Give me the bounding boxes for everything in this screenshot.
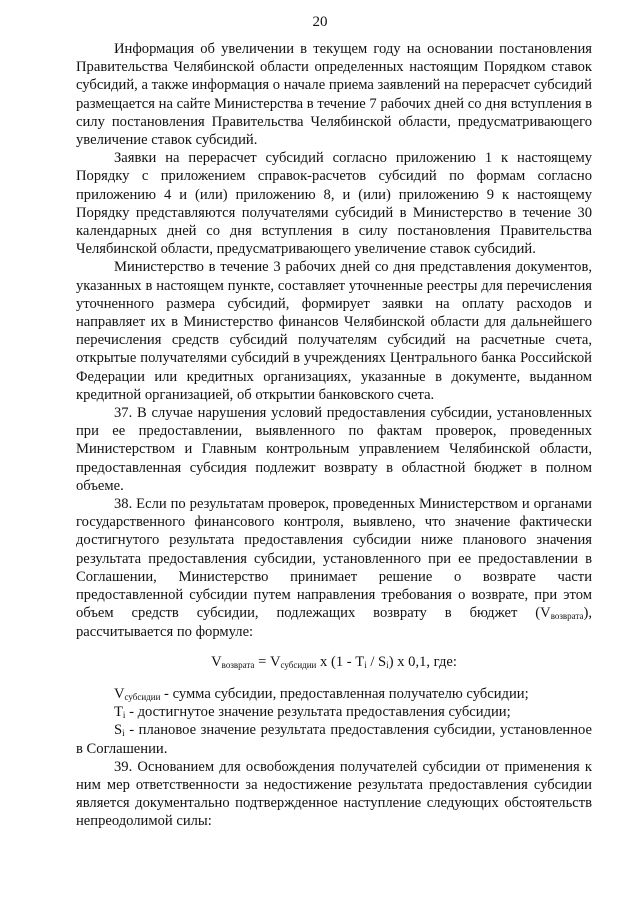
formula-subsidy-sub: субсидии [280, 659, 317, 670]
clause-38-tail: ), рассчитывается по формуле: [76, 605, 592, 640]
definition-planned [76, 721, 592, 757]
definition-achieved [76, 703, 592, 721]
definition-planned-text: - плановое значение результата предоставления субсидии, установленное в Соглашении. [76, 722, 592, 757]
definition-achieved-text: - достигнутое значение результата предоставления субсидии; [125, 704, 511, 721]
paragraph-clause-37: 37. В случае нарушения условий предоставления субсидии, установленных при ее предоставлении, выявленного по фактам проверок, проведенных Министерством и Главным контрольным управлением Челябинской области, предоставленная субсидия подлежит возврату в областной бюджет в полном объеме. [76, 405, 592, 494]
definition-subsidy [76, 685, 592, 703]
formula-v: V [211, 653, 222, 670]
formula [76, 653, 592, 671]
paragraph-clause-38 [76, 495, 592, 641]
paragraph-ministry-registers: Министерство в течение 3 рабочих дней со дня представления документов, указанных в настоящем пункте, составляет уточненные реестры для перечисления уточненного размера субсидий, формирует заявки на оплату расходов и направляет их в Министерство финансов Челябинской области для дальнейшего перечисления средств субсидий получателям субсидий на расчетные счета, открытые получателями субсидий в учреждениях Центрального банка Российской Федерации или кредитных организациях, указанные в документе, выданном кредитной организацией, об открытии банковского счета. [76, 259, 592, 403]
paragraph-recalc-applications: Заявки на перерасчет субсидий согласно приложению 1 к настоящему Порядку с приложением справок-расчетов субсидий по формам согласно приложению 4 и (или) приложению 8, и (или) приложению 9 к настоящему Порядку представляются получателями субсидий в Министерство в течение 30 календарных дней со дня вступления в силу постановления Правительства Челябинской области, предусматривающего увеличение ставок субсидий. [76, 150, 592, 258]
paragraph-info-increase: Информация об увеличении в текущем году на основании постановления Правительства Челябинской области определенных настоящим Порядком ставок субсидий, а также информация о начале приема заявлений на перерасчет субсидий размещается на сайте Министерства в течение 7 рабочих дней со дня вступления в силу постановления Правительства Челябинской области, предусматривающего увеличение ставок субсидий. [76, 41, 592, 149]
definition-subsidy-text: - сумма субсидии, предоставленная получателю субсидии; [160, 685, 529, 702]
page-number: 20 [312, 14, 328, 30]
definition-planned-sub: i [122, 728, 125, 739]
clause-38-subscript: возврата [550, 611, 584, 622]
formula-v-sub: возврата [221, 659, 255, 670]
clause-38-text: 38. Если по результатам проверок, проведенных Министерством и органами государственного финансового контроля, выявлено, что значение фактически достигнутого результата предоставления субсидии ниже планового значения результата предоставления субсидии, установленного при ее предоставлении в Соглашении, Министерство принимает решение о возврате части предоставленной субсидии путем направления требования о возврате, при этом объем средств субсидии, подлежащих возврату в бюджет (V [76, 496, 592, 622]
formula-slash: / S [366, 653, 387, 670]
definition-achieved-var: T [114, 704, 123, 721]
definition-subsidy-var: V [114, 685, 125, 702]
paragraph-clause-39: 39. Основанием для освобождения получателей субсидии от применения к ним мер ответственности за недостижение результата предоставления субсидии является документально подтвержденное наступление следующих обстоятельств непреодолимой силы: [76, 758, 592, 830]
document-body [76, 40, 592, 831]
formula-s-sub: i [386, 659, 389, 670]
formula-tail: ) х 0,1, где: [388, 653, 457, 670]
definition-achieved-sub: i [122, 710, 126, 721]
formula-mid: х (1 - T [316, 653, 365, 670]
formula-eq: = V [254, 653, 281, 670]
definition-planned-var: S [114, 722, 123, 739]
formula-t-sub: i [364, 659, 367, 670]
definition-subsidy-sub: субсидии [124, 691, 161, 702]
